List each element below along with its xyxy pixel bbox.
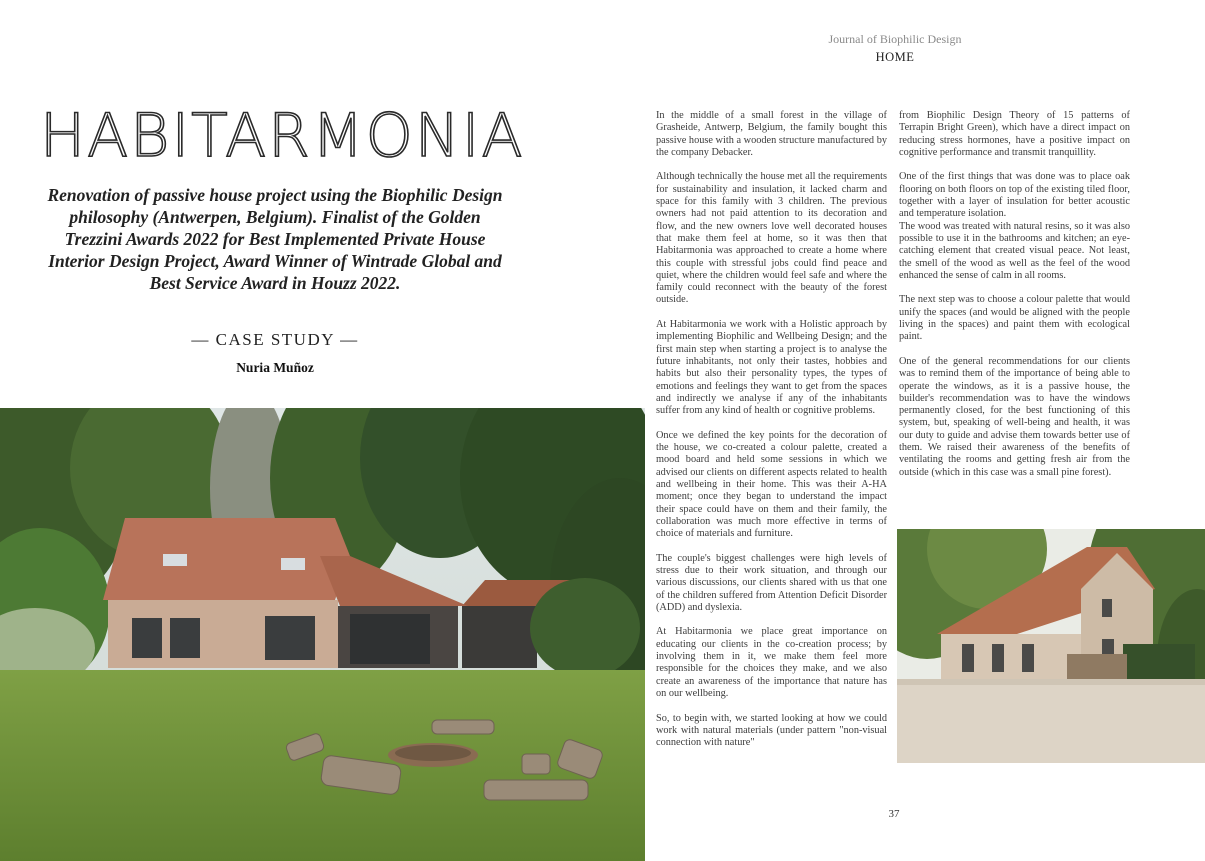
paragraph: One of the general recommendations for our clients was to remind them of the importance of being able to operate the windows, as it is a passive house, the builder's recommendation was to have the windows permanently closed, for the best functioning of this system, but, speaking of well-being and health, it was our duty to guide and advise them towards better use of them. We raised their awareness of the benefits of ventilating the rooms and getting fresh air from the outside (which in this case was a small pine forest). [899, 355, 1130, 478]
paragraph: The wood was treated with natural resins, so it was also possible to use it in the bathrooms and kitchen; an eye-catching element that created visual peace. Not least, the smell of the wood as well as the feel of the wood enhanced the sense of calm in all rooms. [899, 220, 1130, 281]
paragraph: In the middle of a small forest in the village of Grasheide, Antwerp, Belgium, the family bought this passive house with a wooden structure manufactured by the company Debacker. [656, 110, 887, 158]
author-name: Nuria Muñoz [236, 360, 314, 375]
paragraph: Although technically the house met all the requirements for sustainability and insulation, it lacked charm and space for this family with 3 children. The previous owners had not paid attention to its decoration and flow, and the new owners love well decorated houses that make them feel at home, so it was then that Habitarmonia was approached to create a home where this couple with stressful jobs could find peace and quiet, where the children would feel safe and where the family could reconnect with the beauty of the forest outside. [656, 171, 887, 306]
house-garden-photo [0, 408, 645, 861]
paragraph: from Biophilic Design Theory of 15 patterns of Terrapin Bright Green), which have a direct impact on reducing stress hormones, have a positive impact on cognitive performance and transmit tranquillity. [899, 110, 1130, 158]
paragraph: At Habitarmonia we place great importance on educating our clients in the co-creation process; by involving them in it, we make them feel more responsible for the choices they make, and we also create an awareness of the importance that nature has on our wellbeing. [656, 626, 887, 699]
paragraph: So, to begin with, we started looking at how we could work with natural materials (under pattern "non-visual connection with nature" [656, 712, 887, 749]
paragraph: The couple's biggest challenges were high levels of stress due to their work situation, and through our various discussions, our clients shared with us that one of the children suffered from Attention Deficit Disorder (ADD) and dyslexia. [656, 552, 887, 613]
article-subtitle: Renovation of passive house project using the Biophilic Design philosophy (Antwerpen, Belgium). Finalist of the Golden Trezzini Awards 2022 for Best Implemented Private House Interior Design Project, Award Winner of Wintrade Global and Best Service Award in Houzz 2022. [47, 185, 503, 293]
paragraph: At Habitarmonia we work with a Holistic approach by implementing Biophilic and Wellbeing Design; and the first main step when starting a project is to analyse the future inhabitants, not only their tastes, hobbies and habits but also their personality types, the types of emotions and feelings they want to get from the spaces and indirectly we analyse if any of the inhabitants suffer from any kind of health or cognitive problems. [656, 319, 887, 417]
journal-name: Journal of Biophilic Design [828, 32, 962, 46]
paragraph: The next step was to choose a colour palette that would unify the spaces (and would be aligned with the people living in the spaces) and paint them with ecological paint. [899, 294, 1130, 343]
paragraph: One of the first things that was done was to place oak flooring on both floors on top of the existing tiled floor, together with a layer of insulation for better acoustic and temperature isolation. [899, 171, 1130, 220]
body-column-left [656, 110, 887, 762]
article-title: HABITARMONIA [40, 101, 525, 171]
section-label: HOME [875, 50, 915, 64]
page-number: 37 [888, 808, 900, 820]
body-column-right [899, 110, 1130, 491]
case-study-label: — CASE STUDY — [191, 330, 359, 349]
paragraph: Once we defined the key points for the decoration of the house, we co-created a colour palette, created a mood board and held some sessions in which we advised our clients on different aspects related to health and wellbeing in their home. This was their A-HA moment; once they began to understand the impact their space could have on them and their family, the collaboration was much more effective in terms of choice of materials and furniture. [656, 429, 887, 540]
house-exterior-photo [897, 529, 1205, 763]
